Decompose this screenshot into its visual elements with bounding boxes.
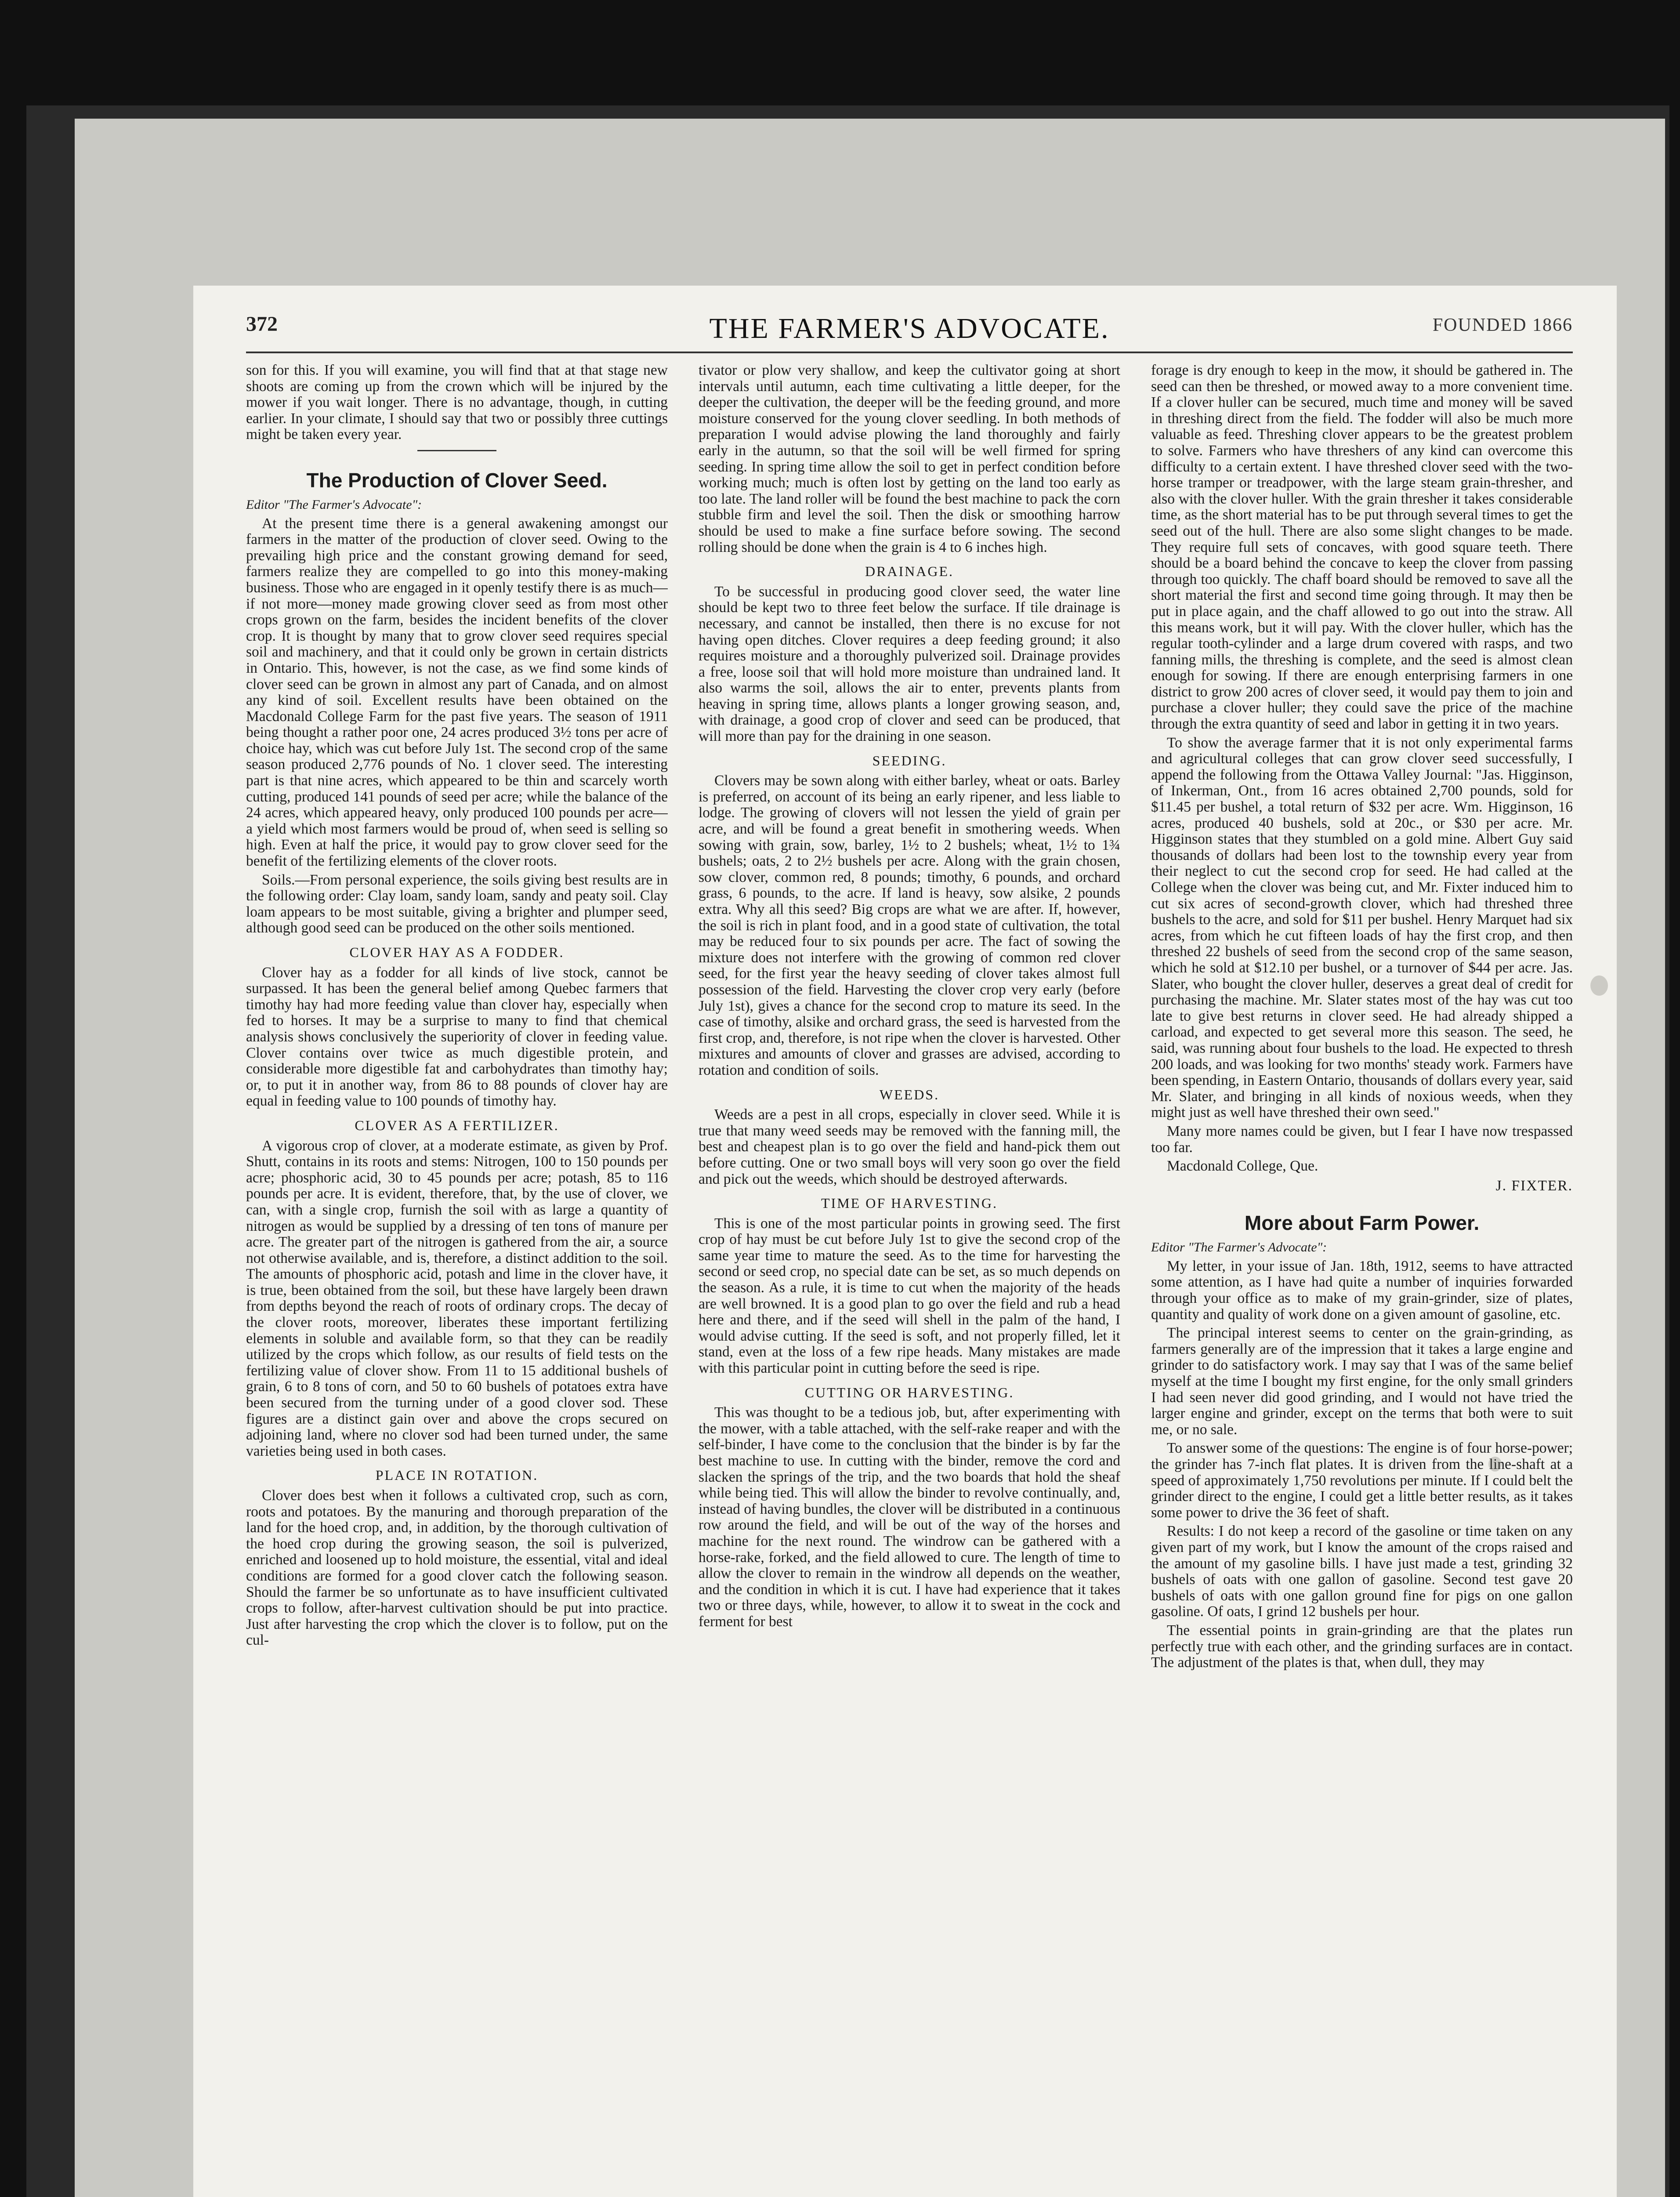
editor-salutation: Editor "The Farmer's Advocate": (246, 497, 422, 512)
subheading-seeding: SEEDING. (872, 752, 947, 769)
paragraph: This was thought to be a tedious job, but, after experimenting with the mower, with a table attached, with the self-rake reaper and with the self-binder, I have come to the conclusion that the binder is by far the best machine to use. In cutting with the binder, remove the cord and slacken the springs of the trip, and the two boards that hold the sheaf while being tied. This will allow the binder to revolve continually, and, instead of having bundles, the clover will be distributed in a continuous row around the field, and will be out of the way of the horses and machine for the next round. The windrow can be gathered with a horse-rake, forked, and the field allowed to cure. The length of time to allow the clover to remain in the windrow all depends on the weather, and the condition in which it is cut. I have had experience that it takes two or three days, while, however, to allow it to sweat in the cock and ferment for best (699, 1404, 1120, 1630)
paragraph: A vigorous crop of clover, at a moderate estimate, as given by Prof. Shutt, contains in its roots and stems: Nitrogen, 100 to 150 pounds per acre; phosphoric acid, 30 to 45 pounds per acre; potash, 85 to 116 pounds per acre. It is evident, therefore, that, by the use of clover, we can, with a single crop, furnish the soil with as large a quantity of nitrogen as would be supplied by a dressing of ten tons of manure per acre. The greater part of the nitrogen is gathered from the air, a source not otherwise available, and is, therefore, a distinct addition to the soil. The amounts of phosphoric acid, potash and lime in the clover have, it is true, been obtained from the soil, but these have largely been drawn from depths beyond the reach of roots of ordinary crops. The decay of the clover roots, moreover, liberates these important fertilizing elements in soluble and available form, so that they can be readily utilized by the crops which follow, as our results of field tests on the fertilizing value of clover show. From 11 to 15 additional bushels of grain, 6 to 8 tons of corn, and 50 to 60 bushels of potatoes extra have been secured from the turning under of a good clover sod. These figures are a distinct gain over and above the crops secured on adjoining land, where no clover sod had been turned under, the same varieties being used in both cases. (246, 1137, 668, 1459)
signature-place: Macdonald College, Que. (1167, 1158, 1318, 1175)
subheading-fertilizer: CLOVER AS A FERTILIZER. (355, 1117, 559, 1133)
editor-salutation: Editor "The Farmer's Advocate": (1151, 1240, 1327, 1255)
masthead-title: THE FARMER'S ADVOCATE. (709, 312, 1110, 344)
subheading-cutting: CUTTING OR HARVESTING. (804, 1384, 1014, 1400)
paragraph: tivator or plow very shallow, and keep the cultivator going at short intervals until autumn, each time cultivating a little deeper, for the deeper the cultivation, the deeper will be the feeding ground, and more moisture conserved for the young clover seedling. In both methods of preparation I would advise plowing the land thoroughly and fairly early in the autumn, so that the soil will be well firmed for spring seeding. In spring time allow the soil to get in perfect condition before working much; much is often lost by getting on the land too early as too late. The land roller will be found the best machine to pack the corn stubble firm and level the soil. Then the disk or smoothing harrow should be used to make a fine surface before sowing. The second rolling should be done when the grain is 4 to 6 inches high. (699, 363, 1120, 555)
paragraph: forage is dry enough to keep in the mow, it should be gathered in. The seed can then be threshed, or mowed away to a more convenient time. If a clover huller can be secured, much time and money will be saved in threshing direct from the field. The fodder will also be much more valuable as feed. Threshing clover appears to be the greatest problem to solve. Farmers who have threshers of any kind can overcome this difficulty to a certain extent. I have threshed clover seed with the two-horse tramper or treadpower, with the large steam grain-thresher, and also with the clover huller. With the grain thresher it takes considerable time, as the short material has to be put through several times to get the seed out of the hull. There are also some slight changes to be made. They require full sets of concaves, with good square teeth. There should be a board behind the concave to keep the clover from passing through too quickly. The chaff board should be removed to save all the short material the first and second time going through. It may then be put in place again, and the chaff allowed to go out into the straw. All this means work, but it will pay. With the clover huller, which has the regular tooth-cylinder and a large drum covered with rasps, and two fanning mills, the threshing is complete, and the seed is almost clean enough for sowing. If there are enough enterprising farmers in one district to grow 200 acres of clover seed, it would pay them to join and purchase a clover huller; they could save the price of the machine through the extra quantity of seed and labor in getting it in two years. (1151, 363, 1573, 732)
column-3 (1151, 363, 1573, 2197)
column-1 (246, 363, 668, 2197)
subheading-harvest-time: TIME OF HARVESTING. (821, 1195, 998, 1211)
paragraph: The principal interest seems to center on the grain-grinding, as farmers generally are of the impression that it takes a large engine and grinder to do satisfactory work. I may say that I was of the same belief myself at the time I bought my first engine, for the only small grinders I had seen never did good grinding, and I would not have tried the larger engine and grinder, except on the terms that both were to suit me, or no sale. (1151, 1325, 1573, 1438)
intro-paragraph: son for this. If you will examine, you will find that at that stage new shoots are coming up from the crown which will be injured by the mower if you wait longer. There is no advantage, though, in cutting earlier. In your climate, I should say that two or possibly three cuttings might be taken every year. (246, 363, 668, 443)
subheading-hay-fodder: CLOVER HAY AS A FODDER. (349, 944, 565, 960)
paragraph: This is one of the most particular points in growing seed. The first crop of hay must be cut before July 1st to give the second crop of the same year time to mature the seed. As to the time for harvesting the second or seed crop, no special date can be set, as so much depends on the season. As a rule, it is time to cut when the majority of the heads are well browned. It is a good plan to go over the field and rub a head here and there, and if the seed will shell in the palm of the hand, I would advise cutting. If the seed is soft, and not properly filled, let it stand, even at the loss of a few ripe heads. Many mistakes are made with this particular point in cutting before the seed is ripe. (699, 1215, 1120, 1377)
page-header (246, 312, 1573, 352)
founded-label: FOUNDED 1866 (1432, 315, 1573, 335)
column-2 (699, 363, 1120, 2197)
paragraph: Results: I do not keep a record of the gasoline or time taken on any given part of my work, but I know the amount of the crops raised and the amount of my gasoline bills. I have just made a test, grinding 32 bushels of oats with one gallon of gasoline. Second test gave 20 bushels of oats with one gallon ground fine for pigs on one gallon gasoline. Of oats, I grind 12 bushels per hour. (1151, 1523, 1573, 1620)
paragraph: To show the average farmer that it is not only experimental farms and agricultural colleges that can grow clover seed successfully, I append the following from the Ottawa Valley Journal: "Jas. Higginson, of Inkerman, Ont., from 16 acres obtained 2,700 pounds, sold for $11.45 per bushel, a total return of $32 per acre. Wm. Higginson, 16 acres, produced 40 bushels, sold at 20c., or $30 per acre. Mr. Higginson states that they stumbled on a gold mine. Albert Guy said thousands of dollars had been lost to the township every year from their neglect to cut the second crop for seed. He had called at the College when the clover was being cut, and Mr. Fixter induced him to cut six acres of second-growth clover, which had threshed three bushels to the acre, and sold for $11 per bushel. Henry Marquet had six acres, from which he cut fifteen loads of hay the first crop, and then threshed 22 bushels of seed from the second crop of the same season, which he sold at $12.10 per bushel, or a turnover of $44 per acre. Jas. Slater, who bought the clover huller, deserves a great deal of credit for purchasing the machine. Mr. Slater states most of the hay was cut too late to give best returns in clover seed. He had already shipped a carload, and expected to get several more this season. The seed, he said, was running about four bushels to the load. He expected to thresh 200 loads, and was looking for two months' steady work. Farmers have been spending, in Eastern Ontario, thousands of dollars every year, said Mr. Slater, and bringing in all kinds of noxious weeds, when they might just as well have threshed their own seed." (1151, 734, 1573, 1121)
newspaper-page (193, 286, 1617, 2197)
paragraph: Many more names could be given, but I fear I have now trespassed too far. (1151, 1123, 1573, 1156)
paragraph: Clovers may be sown along with either barley, wheat or oats. Barley is preferred, on account of its being an early ripener, and less liable to lodge. The growing of clovers will not lessen the yield of grain per acre, and will be found a great benefit in smothering weeds. When sowing with grain, sow, barley, 1½ to 2 bushels; wheat, 1½ to 1¾ bushels; oats, 2 to 2½ bushels per acre. Along with the grain chosen, sow clover, common red, 8 pounds; timothy, 6 pounds, and orchard grass, 6 pounds, to the acre. If land is heavy, sow alsike, 2 pounds extra. Why all this seed? Big crops are what we are after. If, however, the soil is rich in plant food, and in a good state of cultivation, the total may be reduced four to six pounds per acre. The fact of sowing the mixture does not interfere with the growing of common red clover seed, for the first year the heavy seeding of clover takes almost full possession of the field. Harvesting the clover crop very early (before July 1st), gives a chance for the second crop to mature its seed. In the case of timothy, alsike and orchard grass, the seed is harvested from the first crop, and, therefore, is not ripe when the clover is harvested. Other mixtures and amounts of clover and grasses are advised, according to rotation and condition of soils. (699, 772, 1120, 1078)
scan-blemish (1488, 1457, 1502, 1472)
paragraph: My letter, in your issue of Jan. 18th, 1912, seems to have attracted some attention, as I have had quite a number of inquiries forwarded through your office as to make of my grain-grinder, size of plates, quantity and quality of work done on a given amount of gasoline, etc. (1151, 1258, 1573, 1323)
paragraph: The essential points in grain-grinding are that the plates run perfectly true with each other, and the grinding surfaces are in contact. The adjustment of the plates is that, when dull, they may (1151, 1622, 1573, 1671)
paragraph: Soils.—From personal experience, the soils giving best results are in the following order: Clay loam, sandy loam, sandy and peaty soil. Clay loam appears to be most suitable, giving a brighter and plumper seed, although good seed can be produced on the other soils mentioned. (246, 871, 668, 936)
subheading-drainage: DRAINAGE. (865, 563, 954, 580)
signature-name: J. FIXTER. (1495, 1177, 1573, 1194)
paragraph: To answer some of the questions: The engine is of four horse-power; the grinder has 7-inch flat plates. It is driven from the line-shaft at a speed of approximately 1,750 revolutions per minute. If I could belt the grinder direct to the engine, I could get a little better results, as it takes some power to drive the 36 feet of shaft. (1151, 1440, 1573, 1521)
paragraph: At the present time there is a general awakening amongst our farmers in the matter of the production of clover seed. Owing to the prevailing high price and the constant growing demand for seed, farmers realize they are compelled to go into this money-making business. Those who are engaged in it openly testify there is as much—if not more—money made growing clover seed as from most other crops grown on the farm, besides the incident benefits of the clover crop. It is thought by many that to grow clover seed requires special soil and machinery, and that it could only be grown in certain districts in Ontario. This, however, is not the case, as we find some kinds of clover seed can be grown in almost any part of Canada, and on almost any kind of soil. Excellent results have been obtained on the Macdonald College Farm for the past five years. The season of 1911 being thought a rather poor one, 24 acres produced 3½ tons per acre of choice hay, which was cut before July 1st. The second crop of the same season produced 2,776 pounds of No. 1 clover seed. The interesting part is that nine acres, which appeared to be thin and scarcely worth cutting, produced 141 pounds of seed per acre; while the balance of the 24 acres, which appeared heavy, only produced 100 pounds per acre—a yield which most farmers would be proud of, when seed is selling so high. Even at half the price, it would pay to grow clover seed for the benefit of the fertilizing elements of the clover roots. (246, 515, 668, 870)
scan-blemish (1590, 975, 1608, 996)
article-title-clover-seed: The Production of Clover Seed. (306, 468, 608, 492)
paragraph: Clover hay as a fodder for all kinds of live stock, cannot be surpassed. It has been the general belief among Quebec farmers that timothy hay had more feeding value than clover hay, especially when fed to horses. It may be a surprise to many to find that chemical analysis shows conclusively the superiority of clover in feeding value. Clover contains over twice as much digestible protein, and considerable more digestible fat and carbohydrates than timothy hay; or, to put it in another way, from 86 to 88 pounds of clover hay are equal in feeding value to 100 pounds of timothy hay. (246, 964, 668, 1109)
paragraph: To be successful in producing good clover seed, the water line should be kept two to three feet below the surface. If tile drainage is necessary, and cannot be installed, then there is no excuse for not having open ditches. Clover requires a deep feeding ground; it also requires moisture and a thoroughly pulverized soil. Drainage provides a free, loose soil that will hold more moisture than undrained land. It also warms the soil, allows the air to enter, prevents plants from heaving in spring time, allows plants a longer growing season, and, with drainage, a good crop of clover and seed can be produced, that will more than pay for the draining in one season. (699, 583, 1120, 745)
section-divider (417, 450, 496, 451)
page-number: 372 (246, 312, 278, 336)
subheading-weeds: WEEDS. (879, 1086, 940, 1102)
paragraph: Weeds are a pest in all crops, especially in clover seed. While it is true that many weed seeds may be removed with the fanning mill, the best and cheapest plan is to go over the field and hand-pick them out before cutting. One or two small boys will very soon go over the field and pick out the weeds, which should be destroyed afterwards. (699, 1106, 1120, 1187)
article-title-farm-power: More about Farm Power. (1244, 1211, 1480, 1235)
paragraph: Clover does best when it follows a cultivated crop, such as corn, roots and potatoes. By the manuring and thorough preparation of the land for the hoed crop, and, in addition, by the thorough cultivation of the hoed crop during the growing season, the soil is pulverized, enriched and loosened up to hold moisture, the essential, vital and ideal conditions are formed for a good clover catch the following season. Should the farmer be so unfortunate as to have insufficient cultivated crops to follow, after-harvest cultivation should be put into practice. Just after harvesting the crop which the clover is to follow, put on the cul- (246, 1487, 668, 1649)
header-rule (246, 352, 1573, 353)
subheading-rotation: PLACE IN ROTATION. (375, 1467, 539, 1483)
